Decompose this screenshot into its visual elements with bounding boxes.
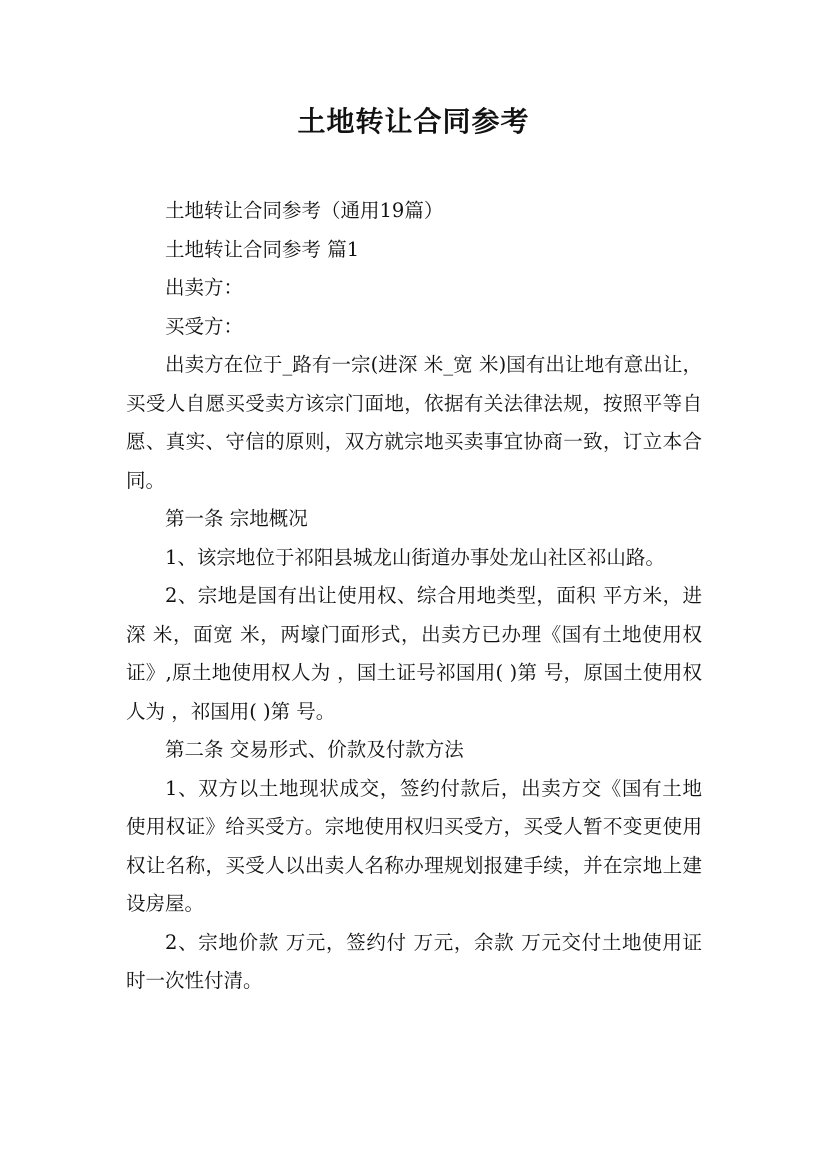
paragraph-section-heading: 土地转让合同参考 篇1 — [165, 237, 360, 261]
paragraph-seller: 出卖方： — [165, 276, 244, 299]
document-body — [126, 192, 702, 1001]
document-title: 土地转让合同参考 — [297, 105, 530, 138]
paragraph-article-1-item-2: 2、宗地是国有出让使用权、综合用地类型，面积 平方米，进深 米，面宽 米，两壕门面形式，出卖方已办理《国有土地使用权证》,原土地使用权人为 ，国土证号祁国用( )第 号，原国土使用权人为 ，祁国用( )第 号。 — [126, 584, 702, 723]
paragraph-article-1-heading: 第一条 宗地概况 — [165, 507, 308, 530]
paragraph-article-2-heading: 第二条 交易形式、价款及付款方法 — [165, 738, 464, 761]
paragraph-article-2-item-2: 2、宗地价款 万元，签约付 万元，余款 万元交付土地使用证时一次性付清。 — [126, 930, 702, 992]
paragraph-article-2-item-1: 1、双方以土地现状成交，签约付款后，出卖方交《国有土地使用权证》给买受方。宗地使用权归买受方，买受人暂不变更使用权让名称，买受人以出卖人名称办理规划报建手续，并在宗地上建设房屋。 — [126, 776, 702, 915]
paragraph-preamble: 出卖方在位于_路有一宗(进深 米_宽 米)国有出让地有意出让，买受人自愿买受卖方该宗门面地，依据有关法律法规，按照平等自愿、真实、守信的原则，双方就宗地买卖事宜协商一致，订立本合同。 — [126, 353, 702, 492]
paragraph-buyer: 买受方： — [165, 314, 244, 338]
paragraph-subtitle: 土地转让合同参考（通用19篇） — [165, 199, 444, 222]
paragraph-article-1-item-1: 1、该宗地位于祁阳县城龙山街道办事处龙山社区祁山路。 — [165, 545, 665, 569]
